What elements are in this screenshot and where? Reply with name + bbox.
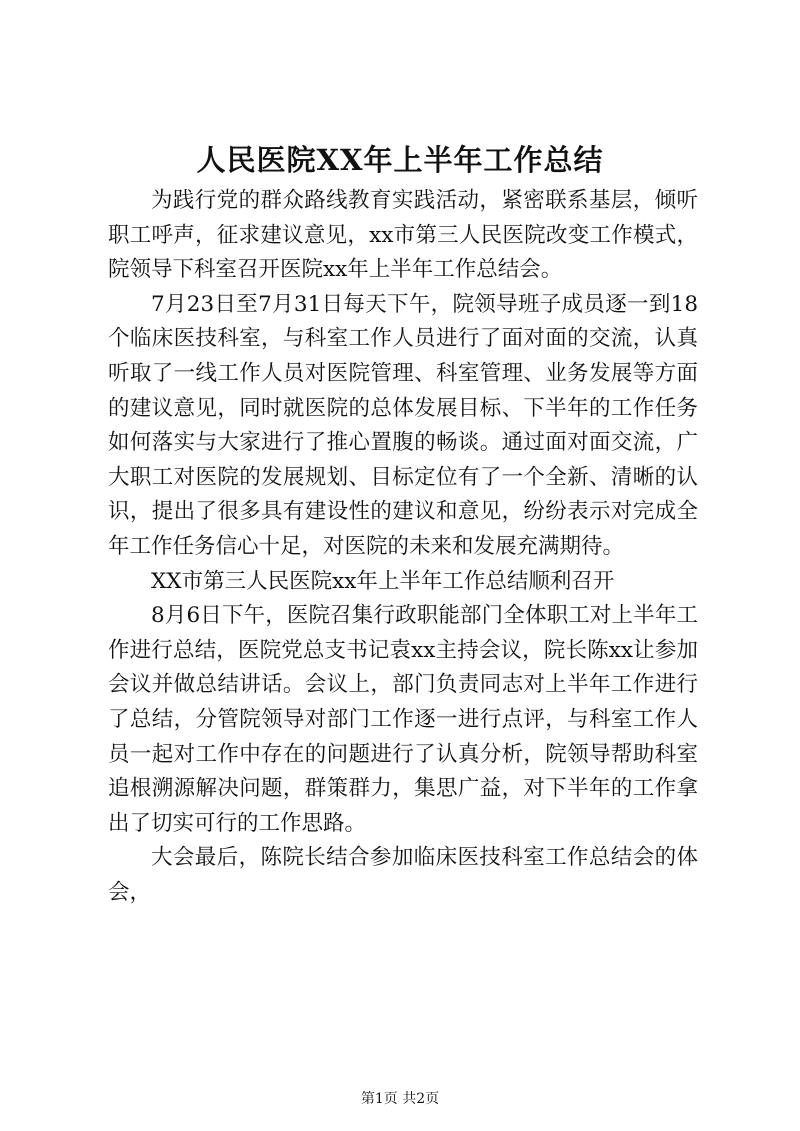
paragraph-meeting: 8月6日下午，医院召集行政职能部门全体职工对上半年工作进行总结，医院党总支书记袁xx主持会议，院长陈xx让参加会议并做总结讲话。会议上，部门负责同志对上半年工作进行了总结，分管院领导对部门工作逐一进行点评，与科室工作人员一起对工作中存在的问题进行了认真分析，院领导帮助科室追根溯源解决问题，群策群力，集思广益，对下半年的工作拿出了切实可行的工作思路。 — [108, 603, 698, 836]
document-body — [108, 184, 698, 910]
document-title: 人民医院XX年上半年工作总结 — [196, 143, 604, 177]
paragraph-closing: 大会最后，陈院长结合参加临床医技科室工作总结会的体会， — [108, 845, 698, 905]
paragraph-intro: 为践行党的群众路线教育实践活动，紧密联系基层，倾听职工呼声，征求建议意见，xx市第三人民医院改变工作模式，院领导下科室召开医院xx年上半年工作总结会。 — [108, 188, 698, 283]
paragraph-visits: 7月23日至7月31日每天下午，院领导班子成员逐一到18个临床医技科室，与科室工作人员进行了面对面的交流，认真听取了一线工作人员对医院管理、科室管理、业务发展等方面的建议意见，同时就医院的总体发展目标、下半年的工作任务如何落实与大家进行了推心置腹的畅谈。通过面对面交流，广大职工对医院的发展规划、目标定位有了一个全新、清晰的认识，提出了很多具有建设性的建议和意见，纷纷表示对完成全年工作任务信心十足，对医院的未来和发展充满期待。 — [108, 291, 698, 559]
paragraph-subheading: XX市第三人民医院xx年上半年工作总结顺利召开 — [151, 568, 615, 594]
page-number-footer: 第1页 共2页 — [360, 1091, 440, 1107]
